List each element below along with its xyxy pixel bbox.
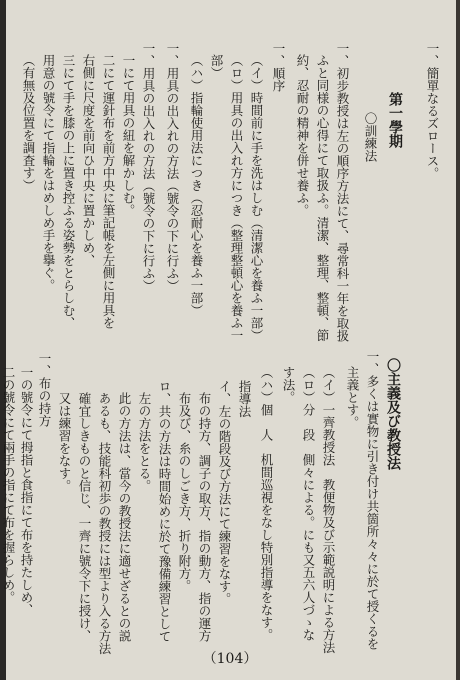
lower-section-heading: 〇主義及び教授法: [385, 358, 401, 470]
lower-text-column: 一、多くは實物に引き付け共箇所々々に於て授くるを: [365, 350, 380, 650]
lower-text-column: 主義とす。: [345, 366, 360, 429]
upper-text-column: 一、簡單なるズロース。: [425, 42, 440, 180]
page-right-edge: [456, 0, 460, 680]
upper-text-column: （有無及位置を調査す）: [21, 54, 36, 192]
upper-text-column: ふと同様の心得にて取扱ふ。清潔、整理、整頓、節: [315, 54, 330, 342]
lower-text-column: 二の號令にて兩手の指にて布を握らしめ。: [1, 366, 16, 604]
upper-text-column: （イ）時間前に手を洗はしむ（清潔心を養ふ一部）: [249, 54, 264, 342]
lower-text-column: 一、布の持方: [37, 352, 52, 427]
upper-text-column: 部）: [209, 54, 224, 79]
lower-text-column: 左の方法をとる。: [137, 392, 152, 492]
lower-text-column: 布及び、糸のしごき方、折り附方。: [177, 392, 192, 592]
lower-text-column: 一の號令にて拇指と食指にて布を持たしめ、: [19, 366, 34, 616]
upper-text-column: 一にて用具の紐を解かしむ。: [121, 54, 136, 217]
lower-text-column: す法。: [281, 366, 296, 404]
lower-text-column: （ロ）分 段 側々による。にも又五六人づゝな: [301, 366, 316, 641]
upper-text-column: 一、用具の出入れの方法（號令の下に行ふ）: [165, 42, 180, 292]
upper-text-column: 三にて手を膝の上に置き控ふる姿勢をとらしむ、: [61, 54, 76, 329]
page-number: （104）: [202, 651, 258, 667]
upper-text-column: 一、初步教授は左の順序方法にて、尋常科一年を取扱: [335, 42, 350, 342]
lower-text-column: あるも、技能科初歩の教授には型より入る方法: [97, 392, 112, 655]
lower-text-column: 此の方法は、當今の教授法に適せざるとの説: [117, 392, 132, 642]
upper-text-column: 二にて運針布を前方中央に筆記帳を左側に用具を: [101, 54, 116, 329]
term-heading: 第一學期: [387, 92, 403, 148]
lower-text-column: 確宜しきものと信じ、一齊に號令下に授け、: [77, 392, 92, 642]
lower-text-column: イ、左の階段及び方法にて練習をなす。: [217, 380, 232, 605]
upper-text-column: 一、用具の出入れの方法（號令の下に行ふ）: [141, 42, 156, 292]
upper-text-column: 一、順序: [271, 42, 286, 92]
lower-text-column: 指導法: [237, 380, 252, 418]
lower-text-column: （ハ）個 人 机間巡視をなし特別指導をなす。: [259, 366, 274, 641]
lower-text-column: ロ、共の方法は時間始めに於て豫備練習として: [157, 380, 172, 643]
upper-text-column: （ハ）指輪使用法につき（忍耐心を養ふ一部）: [189, 54, 204, 317]
upper-text-column: 右側に尺度を前向ひ中央に置かしめ、: [81, 54, 96, 267]
lower-text-column: 布の持方、調子の取方、指の動方、指の運方: [197, 392, 212, 642]
section-heading: 〇訓練法: [363, 112, 378, 162]
lower-text-column: （イ）一齊教授法 教便物及び示範説明による方法: [321, 366, 336, 654]
upper-text-column: 用意の號令にて指輪をはめしめ手を擧ぐ。: [41, 54, 56, 292]
lower-text-column: 又は練習をなす。: [57, 392, 72, 492]
upper-text-column: （ロ）用具の出入れ方につき（整理整頓心を養ふ一: [229, 54, 244, 342]
upper-text-column: 約、忍耐の精神を併せ養ふ。: [295, 54, 310, 217]
